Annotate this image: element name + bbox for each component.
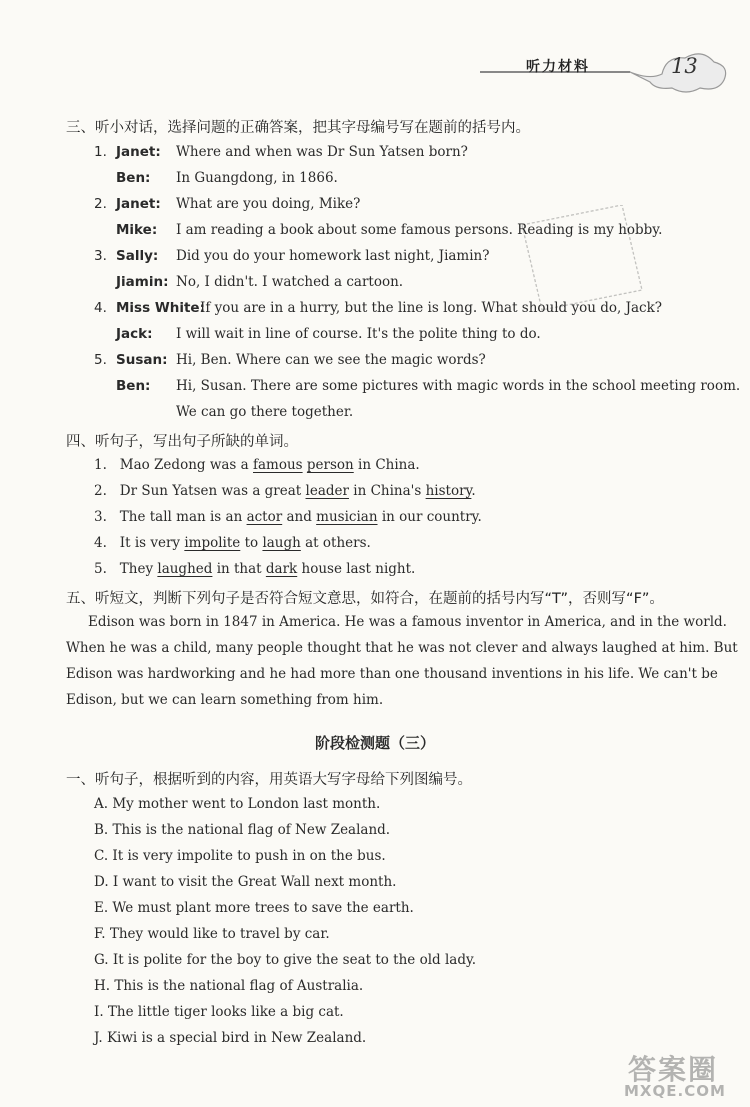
speaker: Janet:	[116, 144, 161, 160]
option-d: D. I want to visit the Great Wall next month.	[94, 874, 397, 890]
text: in that	[212, 561, 266, 577]
sentence-3	[94, 509, 482, 525]
text: Dr Sun Yatsen was a great	[119, 483, 306, 499]
sentence-2	[94, 483, 476, 499]
dialogue-line: I will wait in line of course. It's the polite thing to do.	[176, 326, 541, 342]
speaker: Susan:	[116, 352, 168, 368]
speaker: Ben:	[116, 378, 151, 394]
item-number: 1.	[94, 457, 107, 473]
page-number: 13	[671, 54, 698, 78]
answer-word: actor	[246, 509, 283, 525]
item-number: 4.	[94, 535, 107, 551]
speaker: Janet:	[116, 196, 161, 212]
text: Mao Zedong was a	[119, 457, 253, 473]
watermark-bottom: MXQE.COM	[624, 1082, 726, 1100]
passage-line-4: Edison, but we can learn something from him.	[66, 692, 384, 708]
option-f: F. They would like to travel by car.	[94, 926, 330, 942]
answer-word: laughed	[157, 561, 213, 577]
option-c: C. It is very impolite to push in on the bus.	[94, 848, 386, 864]
item-number: 3.	[94, 509, 107, 525]
answer-word: famous	[253, 457, 303, 473]
text: .	[471, 483, 476, 499]
item-number: 2.	[94, 196, 107, 212]
dialogue-line: Hi, Ben. Where can we see the magic words?	[176, 352, 486, 368]
text: to	[240, 535, 263, 551]
dialogue-line: Where and when was Dr Sun Yatsen born?	[176, 144, 468, 160]
dialogue-line: In Guangdong, in 1866.	[176, 170, 338, 186]
text: It is very	[119, 535, 185, 551]
dialogue-line: Hi, Susan. There are some pictures with magic words in the school meeting room.	[176, 378, 741, 394]
answer-word: musician	[316, 509, 378, 525]
option-h: H. This is the national flag of Australia.	[94, 978, 364, 994]
option-b: B. This is the national flag of New Zealand.	[94, 822, 391, 838]
option-a: A. My mother went to London last month.	[94, 796, 381, 812]
speaker: Jack:	[116, 326, 153, 342]
item-number: 5.	[94, 561, 107, 577]
text: in our country.	[377, 509, 482, 525]
item-number: 1.	[94, 144, 107, 160]
text: in China.	[353, 457, 420, 473]
speaker: Miss White:	[116, 300, 205, 316]
option-g: G. It is polite for the boy to give the seat to the old lady.	[94, 952, 477, 968]
answer-word: leader	[305, 483, 349, 499]
text: They	[119, 561, 158, 577]
option-j: J. Kiwi is a special bird in New Zealand.	[94, 1030, 367, 1046]
speaker: Ben:	[116, 170, 151, 186]
text: house last night.	[297, 561, 416, 577]
test-title: 阶段检测题（三）	[314, 734, 435, 752]
speaker: Mike:	[116, 222, 158, 238]
answer-word: laugh	[262, 535, 301, 551]
item-number: 5.	[94, 352, 107, 368]
answer-word: dark	[265, 561, 298, 577]
passage-line-3: Edison was hardworking and he had more than one thousand inventions in his life. We can't be	[66, 666, 718, 682]
watermark-top: 答案圈	[628, 1053, 719, 1086]
passage-line-2: When he was a child, many people thought that he was not clever and always laughed at him. But	[66, 640, 738, 656]
watermark-logo	[610, 1048, 740, 1103]
dialogue-line: What are you doing, Mike?	[176, 196, 361, 212]
sentence-1	[94, 457, 420, 473]
dialogue-line: We can go there together.	[176, 404, 354, 420]
item-number: 3.	[94, 248, 107, 264]
text: in China's	[348, 483, 426, 499]
dialogue-line: Did you do your homework last night, Jiamin?	[176, 248, 490, 264]
dialogue-line: No, I didn't. I watched a cartoon.	[176, 274, 404, 290]
sentence-5	[94, 561, 415, 577]
section-4-heading: 四、听句子，写出句子所缺的单词。	[66, 434, 298, 450]
page-header	[480, 50, 730, 95]
text: and	[282, 509, 317, 525]
text: The tall man is an	[119, 509, 247, 525]
item-number: 2.	[94, 483, 107, 499]
dialogue-line: I am reading a book about some famous persons. Reading is my hobby.	[176, 222, 663, 238]
passage-line-1: Edison was born in 1847 in America. He was a famous inventor in America, and in the world.	[88, 614, 727, 630]
section-5-heading: 五、听短文，判断下列句子是否符合短文意思，如符合，在题前的括号内写“T”，否则写“F”。	[66, 591, 664, 607]
item-number: 4.	[94, 300, 107, 316]
option-e: E. We must plant more trees to save the earth.	[94, 900, 414, 916]
speaker: Jiamin:	[116, 274, 169, 290]
dialogue-line: If you are in a hurry, but the line is long. What should you do, Jack?	[200, 300, 663, 316]
sentence-4	[94, 535, 371, 551]
answer-word: history	[425, 483, 472, 499]
test-section-1-heading: 一、听句子，根据听到的内容，用英语大写字母给下列图编号。	[66, 772, 472, 788]
text: at others.	[300, 535, 371, 551]
answer-word: impolite	[184, 535, 241, 551]
section-3-heading: 三、听小对话，选择问题的正确答案，把其字母编号写在题前的括号内。	[66, 120, 530, 136]
answer-word: person	[306, 457, 354, 473]
header-title: 听力材料	[526, 59, 590, 75]
option-i: I. The little tiger looks like a big cat.	[94, 1004, 344, 1020]
speaker: Sally:	[116, 248, 159, 264]
